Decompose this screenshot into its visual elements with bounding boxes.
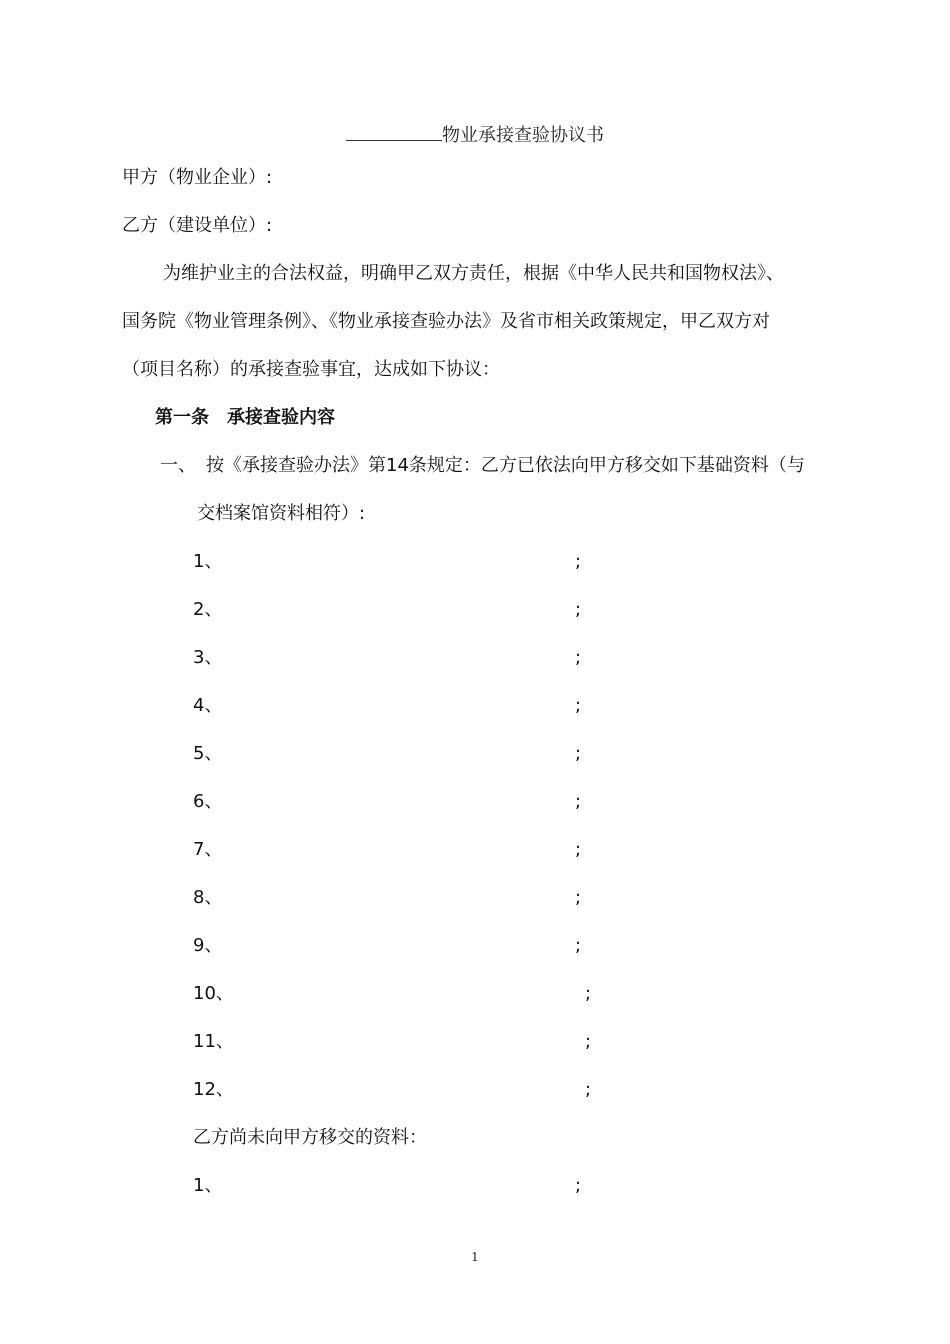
title-blank-line [346, 124, 442, 141]
clause-1-number: 一、 [160, 455, 196, 476]
list-item-end: ; [575, 887, 582, 908]
list-item-number: 8、 [193, 887, 223, 908]
list-item-number: 9、 [193, 935, 223, 956]
list-item-end: ; [575, 935, 582, 956]
list-item-number: 7、 [193, 839, 223, 860]
party-a-line: 甲方（物业企业）: [122, 167, 273, 188]
clause-1-line-1: 按《承接查验办法》第14条规定：乙方已依法向甲方移交如下基础资料（与 [206, 455, 805, 476]
intro-line-3: （项目名称）的承接查验事宜，达成如下协议： [122, 359, 500, 380]
list-item-number: 4、 [193, 695, 223, 716]
list-item-end: ; [585, 983, 592, 1004]
list-item-end: ; [575, 839, 582, 860]
list-item-number: 11、 [193, 1031, 234, 1052]
list-item-end: ; [575, 551, 582, 572]
list-item-end: ; [585, 1079, 592, 1100]
list-item-number: 3、 [193, 647, 223, 668]
list-item-end: ; [575, 1175, 582, 1196]
list-item-end: ; [575, 791, 582, 812]
list-item-number: 5、 [193, 743, 223, 764]
list-item-end: ; [575, 599, 582, 620]
not-handed-heading: 乙方尚未向甲方移交的资料： [193, 1127, 427, 1148]
intro-line-1: 为维护业主的合法权益，明确甲乙双方责任，根据《中华人民共和国物权法》、 [163, 263, 784, 284]
list-item-number: 6、 [193, 791, 223, 812]
article-1-title: 第一条 承接查验内容 [155, 407, 335, 428]
intro-line-2: 国务院《物业管理条例》、《物业承接查验办法》及省市相关政策规定，甲乙双方对 [122, 311, 770, 332]
clause-1-line-2: 交档案馆资料相符）: [197, 503, 366, 524]
list-item-end: ; [585, 1031, 592, 1052]
list-item-number: 12、 [193, 1079, 234, 1100]
list-item-end: ; [575, 695, 582, 716]
list-item-number: 2、 [193, 599, 223, 620]
title-text: 物业承接查验协议书 [442, 125, 604, 146]
page-number: 1 [471, 1250, 479, 1264]
document-title [0, 121, 950, 147]
list-item-end: ; [575, 743, 582, 764]
list-item-number: 1、 [193, 551, 223, 572]
list-item-number: 1、 [193, 1175, 223, 1196]
list-item-end: ; [575, 647, 582, 668]
list-item-number: 10、 [193, 983, 234, 1004]
party-b-line: 乙方（建设单位）: [122, 215, 273, 236]
